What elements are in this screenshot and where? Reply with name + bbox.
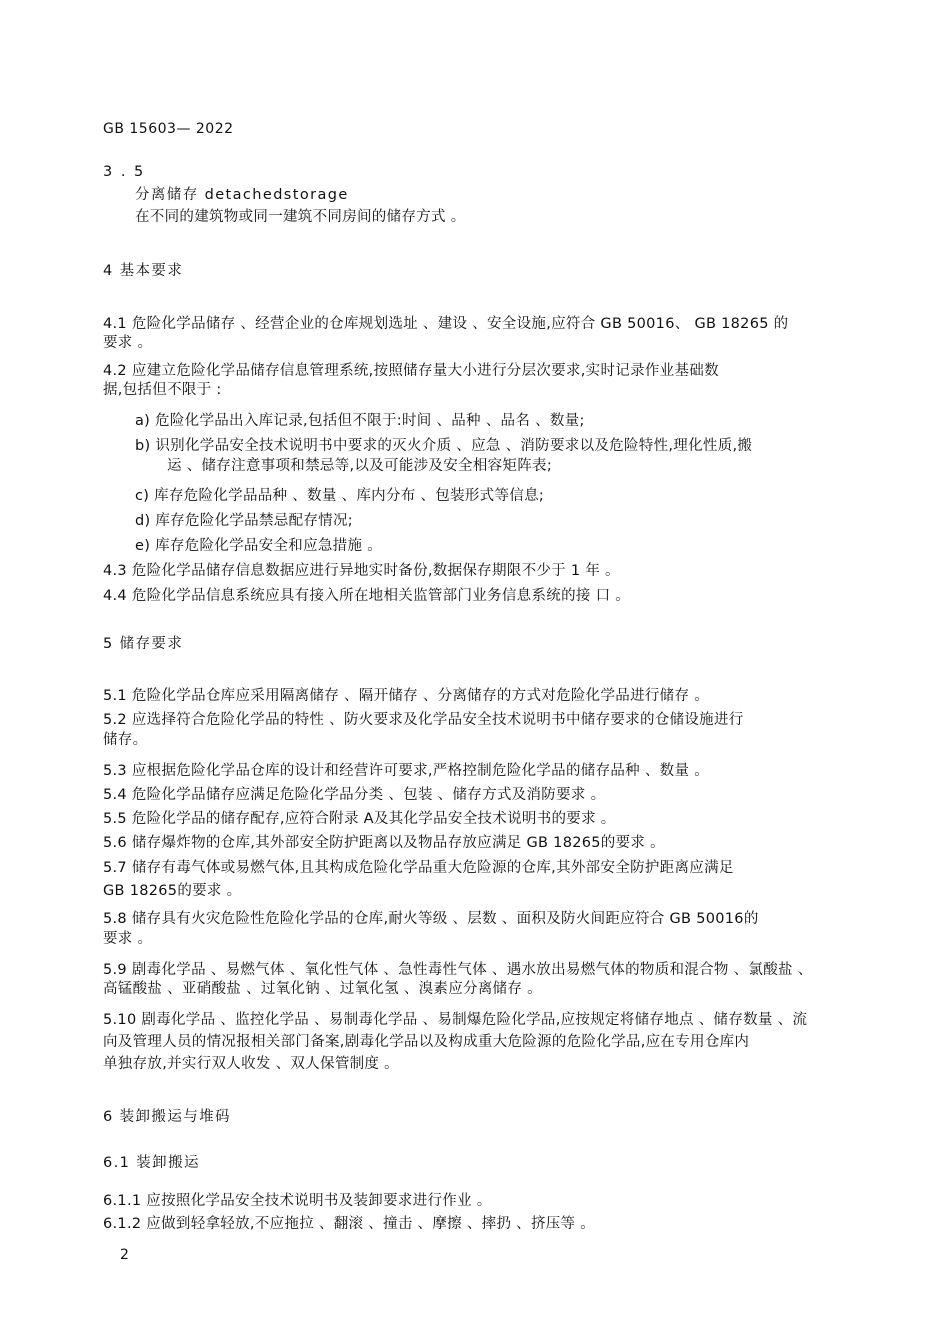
clause-5-10-line-2: 向及管理人员的情况报相关部门备案,剧毒化学品以及构成重大危险源的危险化学品,应在专用仓库内 — [103, 1034, 750, 1050]
clause-5-10-line-3: 单独存放,并实行双人收发 、双人保管制度 。 — [103, 1056, 399, 1072]
standard-number: GB 15603— 2022 — [103, 121, 234, 137]
list-item-e: e) 库存危险化学品安全和应急措施 。 — [135, 538, 382, 554]
clause-3-5-term: 分离储存 detachedstorage — [135, 187, 349, 203]
clause-4-4: 4.4 危险化学品信息系统应具有接入所在地相关监管部门业务信息系统的接 口 。 — [103, 588, 631, 604]
list-item-b-line-1: b) 识别化学品安全技术说明书中要求的灭火介质 、应急 、消防要求以及危险特性,理化性质,搬 — [135, 438, 753, 454]
clause-6-1-1: 6.1.1 应按照化学品安全技术说明书及装卸要求进行作业 。 — [103, 1193, 492, 1209]
clause-5-9-line-2: 高锰酸盐 、亚硝酸盐 、过氧化钠 、过氧化氢 、溴素应分离储存 。 — [103, 981, 542, 997]
clause-3-5-number: 3 . 5 — [103, 164, 146, 180]
clause-5-2-line-1: 5.2 应选择符合危险化学品的特性 、防火要求及化学品安全技术说明书中储存要求的仓储设施进行 — [103, 712, 744, 728]
clause-5-4: 5.4 危险化学品储存应满足危险化学品分类 、包装 、储存方式及消防要求 。 — [103, 787, 606, 803]
clause-5-1: 5.1 危险化学品仓库应采用隔离储存 、隔开储存 、分离储存的方式对危险化学品进行储存 。 — [103, 688, 709, 704]
clause-3-5-definition: 在不同的建筑物或同一建筑不同房间的储存方式 。 — [135, 209, 466, 225]
clause-5-3: 5.3 应根据危险化学品仓库的设计和经营许可要求,严格控制危险化学品的储存品种 、数量 。 — [103, 763, 709, 779]
clause-5-8-line-2: 要求 。 — [103, 931, 153, 947]
clause-6-1-heading: 6.1 装卸搬运 — [103, 1155, 200, 1171]
list-item-a: a) 危险化学品出入库记录,包括但不限于:时间 、品种 、品名 、数量; — [135, 413, 585, 429]
clause-6-1-2: 6.1.2 应做到轻拿轻放,不应拖拉 、翻滚 、撞击 、摩擦 、摔扔 、挤压等 。 — [103, 1216, 596, 1232]
clause-4-1-line-1: 4.1 危险化学品储存 、经营企业的仓库规划选址 、建设 、安全设施,应符合 GB 50016、 GB 18265 的 — [103, 316, 789, 332]
list-item-c: c) 库存危险化学品品种 、数量 、库内分布 、包装形式等信息; — [135, 488, 545, 504]
section-4-heading: 4 基本要求 — [103, 263, 184, 279]
clause-5-7-line-1: 5.7 储存有毒气体或易燃气体,且其构成危险化学品重大危险源的仓库,其外部安全防护距离应满足 — [103, 860, 734, 876]
list-item-d: d) 库存危险化学品禁忌配存情况; — [135, 513, 353, 529]
clause-4-3: 4.3 危险化学品储存信息数据应进行异地实时备份,数据保存期限不少于 1 年 。 — [103, 563, 620, 579]
clause-4-2-line-2: 据,包括但不限于 : — [103, 382, 222, 398]
clause-4-1-line-2: 要求 。 — [103, 335, 153, 351]
section-5-heading: 5 储存要求 — [103, 636, 184, 652]
page-number: 2 — [120, 1247, 130, 1263]
clause-5-8-line-1: 5.8 储存具有火灾危险性危险化学品的仓库,耐火等级 、层数 、面积及防火间距应符合 GB 50016的 — [103, 911, 759, 927]
clause-5-7-line-2: GB 18265的要求 。 — [103, 883, 242, 899]
clause-5-9-line-1: 5.9 剧毒化学品 、易燃气体 、氧化性气体 、急性毒性气体 、遇水放出易燃气体的物质和混合物 、氯酸盐 、 — [103, 962, 813, 978]
clause-5-10-line-1: 5.10 剧毒化学品 、监控化学品 、易制毒化学品 、易制爆危险化学品,应按规定将储存地点 、储存数量 、流 — [103, 1012, 808, 1028]
section-6-heading: 6 装卸搬运与堆码 — [103, 1109, 231, 1125]
clause-4-2-line-1: 4.2 应建立危险化学品储存信息管理系统,按照储存量大小进行分层次要求,实时记录作业基础数 — [103, 363, 719, 379]
clause-5-2-line-2: 储存。 — [103, 732, 148, 748]
clause-5-6: 5.6 储存爆炸物的仓库,其外部安全防护距离以及物品存放应满足 GB 18265的要求 。 — [103, 835, 665, 851]
list-item-b-line-2: 运 、储存注意事项和禁忌等,以及可能涉及安全相容矩阵表; — [167, 458, 553, 474]
clause-5-5: 5.5 危险化学品的储存配存,应符合附录 A及其化学品安全技术说明书的要求 。 — [103, 811, 616, 827]
